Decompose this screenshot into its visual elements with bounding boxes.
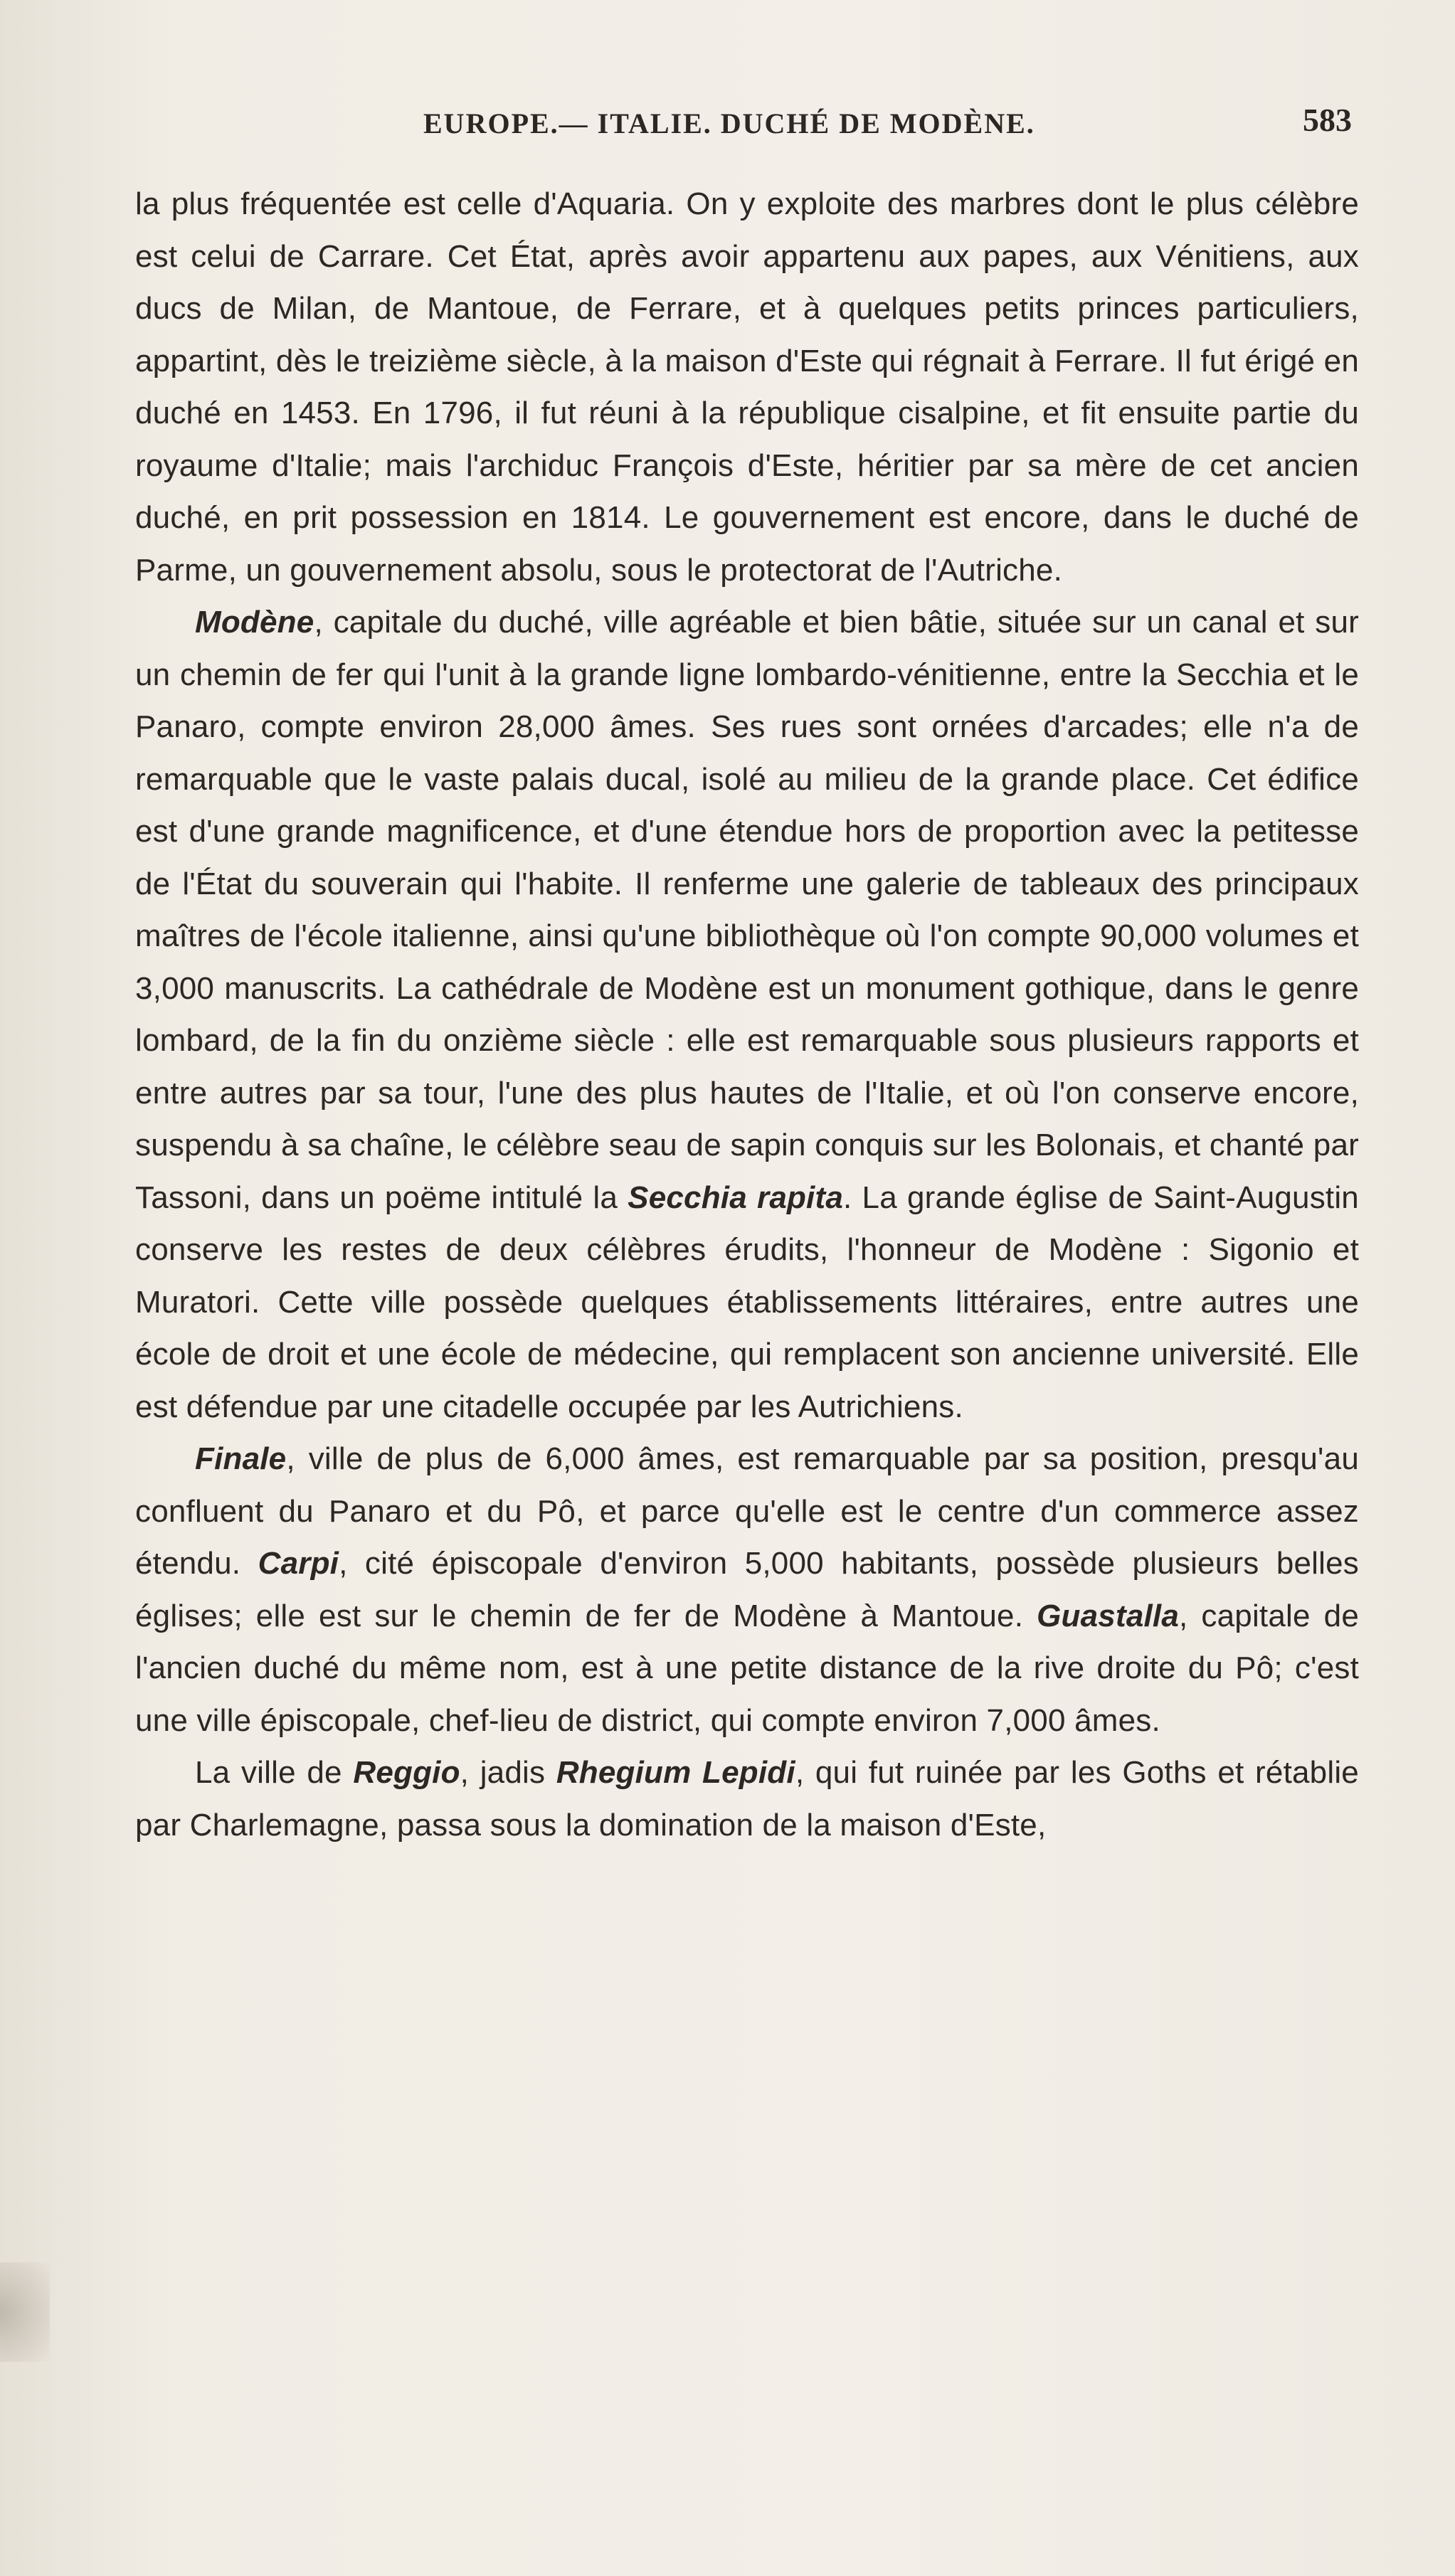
paragraph-reggio xyxy=(135,1747,1359,1851)
page-body xyxy=(135,178,1359,1851)
place-name: Reggio xyxy=(353,1755,460,1790)
paragraph-text: , capitale de l'ancien duché du même nom, est à une petite distance de la rive droite du Pô; c'est une ville épiscopale, chef-lieu de district, qui compte environ 7,000 âmes. xyxy=(135,1598,1360,1738)
paragraph-text: , cité épiscopale d'environ 5,000 habitants, possède plusieurs belles églises; elle est sur le chemin de fer de Modène à Mantoue. xyxy=(135,1546,1359,1633)
paragraph-text: La ville de xyxy=(195,1755,354,1790)
place-name: Rhegium Lepidi xyxy=(556,1755,795,1790)
paragraph-text: , ville de plus de 6,000 âmes, est remarquable par sa position, presqu'au confluent du Panaro et du Pô, et parce qu'elle est le centre d'un commerce assez étendu. xyxy=(135,1441,1359,1581)
place-name: Modène xyxy=(195,605,314,640)
paragraph-1: la plus fréquentée est celle d'Aquaria. On y exploite des marbres dont le plus célèbre est celui de Carrare. Cet État, après avoir appartenu aux papes, aux Vénitiens, aux ducs de Milan, de Mantoue, de Ferrare, et à quelques petits princes particuliers, appartint, dès le treizième siècle, à la maison d'Este qui régnait à Ferrare. Il fut érigé en duché en 1453. En 1796, il fut réuni à la république cisalpine, et fit ensuite partie du royaume d'Italie; mais l'archiduc François d'Este, héritier par sa mère de cet ancien duché, en prit possession en 1814. Le gouvernement est encore, dans le duché de Parme, un gouvernement absolu, sous le protectorat de l'Autriche. xyxy=(135,186,1359,588)
place-name: Finale xyxy=(195,1441,287,1476)
paragraph-text: , jadis xyxy=(460,1755,556,1790)
work-title: Secchia rapita xyxy=(628,1180,844,1215)
place-name: Guastalla xyxy=(1037,1598,1180,1633)
page-header xyxy=(135,102,1352,149)
paragraph-text: . La grande église de Saint-Augustin conserve les restes de deux célèbres érudits, l'honneur de Modène : Sigonio et Muratori. Cette ville possède quelques établissements littéraires, entre autres une école de droit et une école de médecine, qui remplacent son ancienne université. Elle est défendue par une citadelle occupée par les Autrichiens. xyxy=(135,1180,1359,1424)
paragraph-text: , qui fut ruinée par les Goths et rétablie par Charlemagne, passa sous la domination de la maison d'Este, xyxy=(135,1755,1359,1843)
place-name: Carpi xyxy=(258,1546,339,1581)
paragraph-modene xyxy=(135,596,1359,1433)
paragraph-finale xyxy=(135,1433,1359,1747)
paragraph-text: , capitale du duché, ville agréable et bien bâtie, située sur un canal et sur un chemin de fer qui l'unit à la grande ligne lombardo-vénitienne, entre la Secchia et le Panaro, compte environ 28,000 âmes. Ses rues sont ornées d'arcades; elle n'a de remarquable que le vaste palais ducal, isolé au milieu de la grande place. Cet édifice est d'une grande magnificence, et d'une étendue hors de proportion avec la petitesse de l'État du souverain qui l'habite. Il renferme une galerie de tableaux des principaux maîtres de l'école italienne, ainsi qu'une bibliothèque où l'on compte 90,000 volumes et 3,000 manuscrits. La cathédrale de Modène est un monument gothique, dans le genre lombard, de la fin du onzième siècle : elle est remarquable sous plusieurs rapports et entre autres par sa tour, l'une des plus hautes de l'Italie, et où l'on conserve encore, suspendu à sa chaîne, le célèbre seau de sapin conquis sur les Bolonais, et chanté par Tassoni, dans un poëme intitulé la xyxy=(135,605,1359,1215)
running-head: EUROPE.— ITALIE. DUCHÉ DE MODÈNE. xyxy=(423,107,1035,139)
page-number: 583 xyxy=(1303,102,1352,138)
page-edge-shadow xyxy=(0,2262,50,2362)
